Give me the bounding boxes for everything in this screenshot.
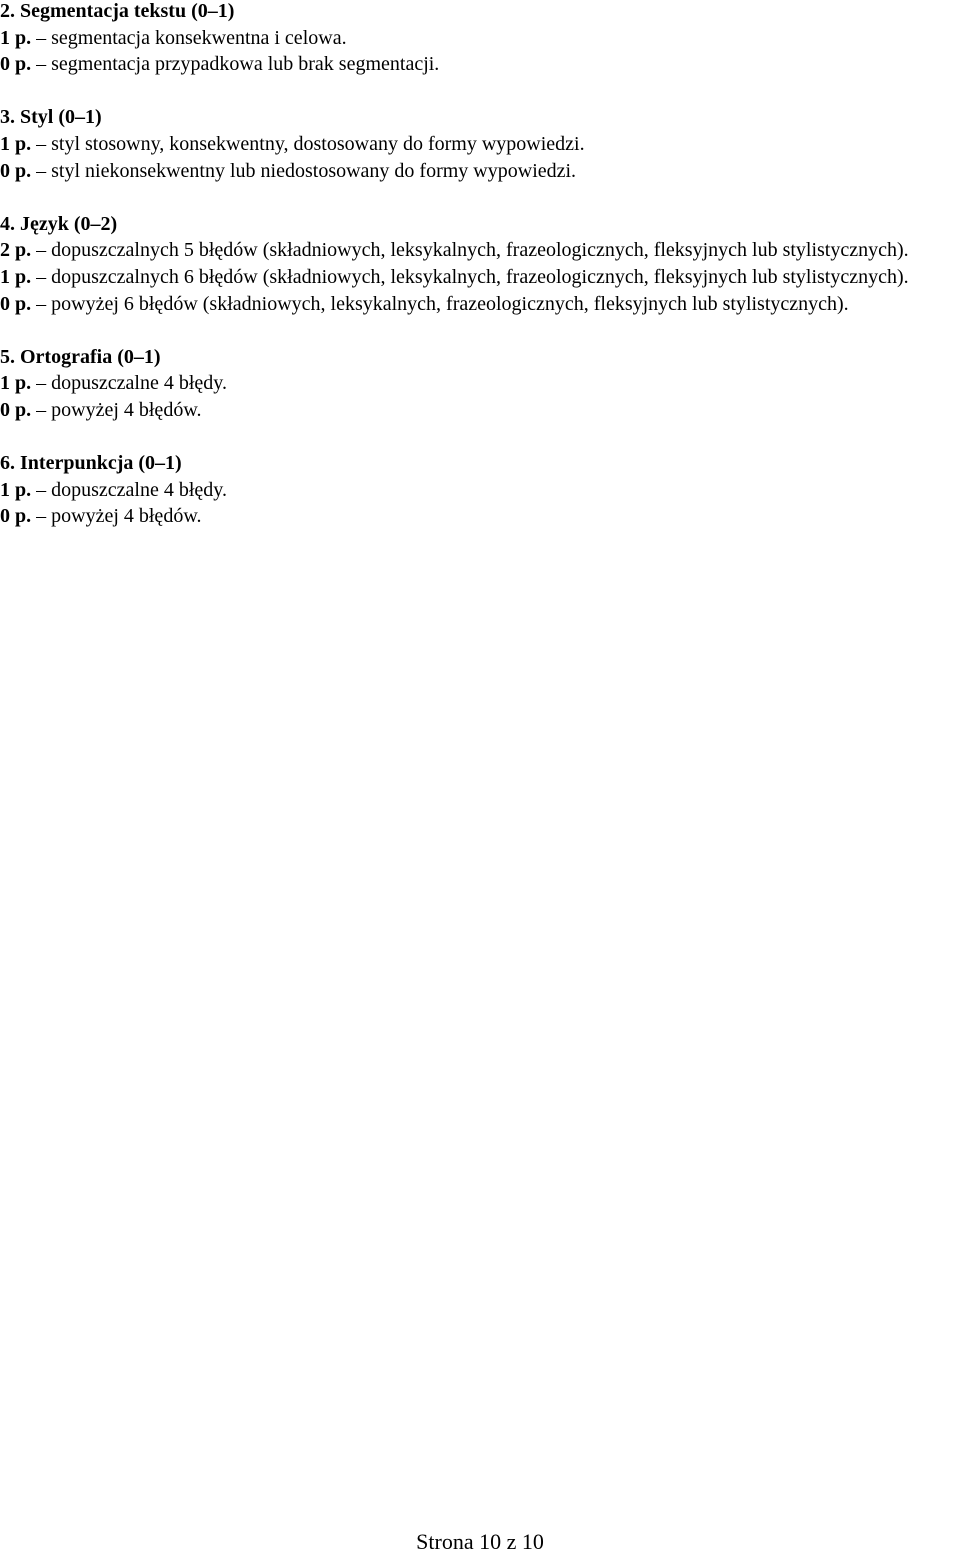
criterion-line — [0, 477, 960, 504]
criterion-points: 0 p. — [0, 159, 32, 182]
section-jezyk — [0, 211, 960, 317]
criterion-points: 1 p. — [0, 372, 32, 395]
criterion-text: – powyżej 4 błędów. — [31, 398, 202, 421]
criterion-line — [0, 237, 960, 264]
section-heading: 3. Styl (0–1) — [0, 106, 102, 129]
criterion-line — [0, 25, 960, 52]
section-segmentacja — [0, 0, 960, 78]
criterion-line — [0, 158, 960, 185]
criterion-text: – segmentacja przypadkowa lub brak segmentacji. — [31, 53, 440, 76]
criterion-points: 1 p. — [0, 132, 32, 155]
criterion-points: 0 p. — [0, 505, 32, 528]
section-heading: 2. Segmentacja tekstu (0–1) — [0, 0, 235, 22]
criterion-text: – styl niekonsekwentny lub niedostosowany do formy wypowiedzi. — [31, 159, 577, 182]
criterion-line — [0, 370, 960, 397]
section-heading: 5. Ortografia (0–1) — [0, 345, 161, 368]
criterion-points: 1 p. — [0, 265, 32, 288]
section-heading: 4. Język (0–2) — [0, 212, 118, 235]
page-number: Strona 10 z 10 — [416, 1529, 544, 1554]
criterion-points: 0 p. — [0, 398, 32, 421]
criterion-text: – powyżej 4 błędów. — [31, 505, 202, 528]
section-styl — [0, 104, 960, 184]
criterion-line — [0, 131, 960, 158]
criterion-points: 1 p. — [0, 478, 32, 501]
criterion-line — [0, 291, 960, 318]
criterion-text: – dopuszczalnych 6 błędów (składniowych, leksykalnych, frazeologicznych, fleksyjnych lub stylistycznych). — [31, 265, 909, 288]
page-footer — [0, 1528, 960, 1556]
criterion-text: – segmentacja konsekwentna i celowa. — [31, 26, 347, 49]
criterion-text: – dopuszczalne 4 błędy. — [31, 478, 227, 501]
criterion-text: – dopuszczalne 4 błędy. — [31, 372, 227, 395]
criterion-line — [0, 503, 960, 530]
document-page — [0, 0, 960, 556]
criterion-text: – styl stosowny, konsekwentny, dostosowany do formy wypowiedzi. — [31, 132, 585, 155]
section-ortografia — [0, 344, 960, 424]
criterion-points: 0 p. — [0, 53, 32, 76]
section-interpunkcja — [0, 450, 960, 530]
section-heading: 6. Interpunkcja (0–1) — [0, 452, 182, 475]
criterion-text: – dopuszczalnych 5 błędów (składniowych, leksykalnych, frazeologicznych, fleksyjnych lub stylistycznych). — [31, 239, 909, 262]
criterion-points: 2 p. — [0, 239, 32, 262]
criterion-line — [0, 397, 960, 424]
criterion-text: – powyżej 6 błędów (składniowych, leksykalnych, frazeologicznych, fleksyjnych lub stylistycznych). — [31, 292, 849, 315]
criterion-points: 0 p. — [0, 292, 32, 315]
criterion-line — [0, 51, 960, 78]
criterion-line — [0, 264, 960, 291]
criterion-points: 1 p. — [0, 26, 32, 49]
